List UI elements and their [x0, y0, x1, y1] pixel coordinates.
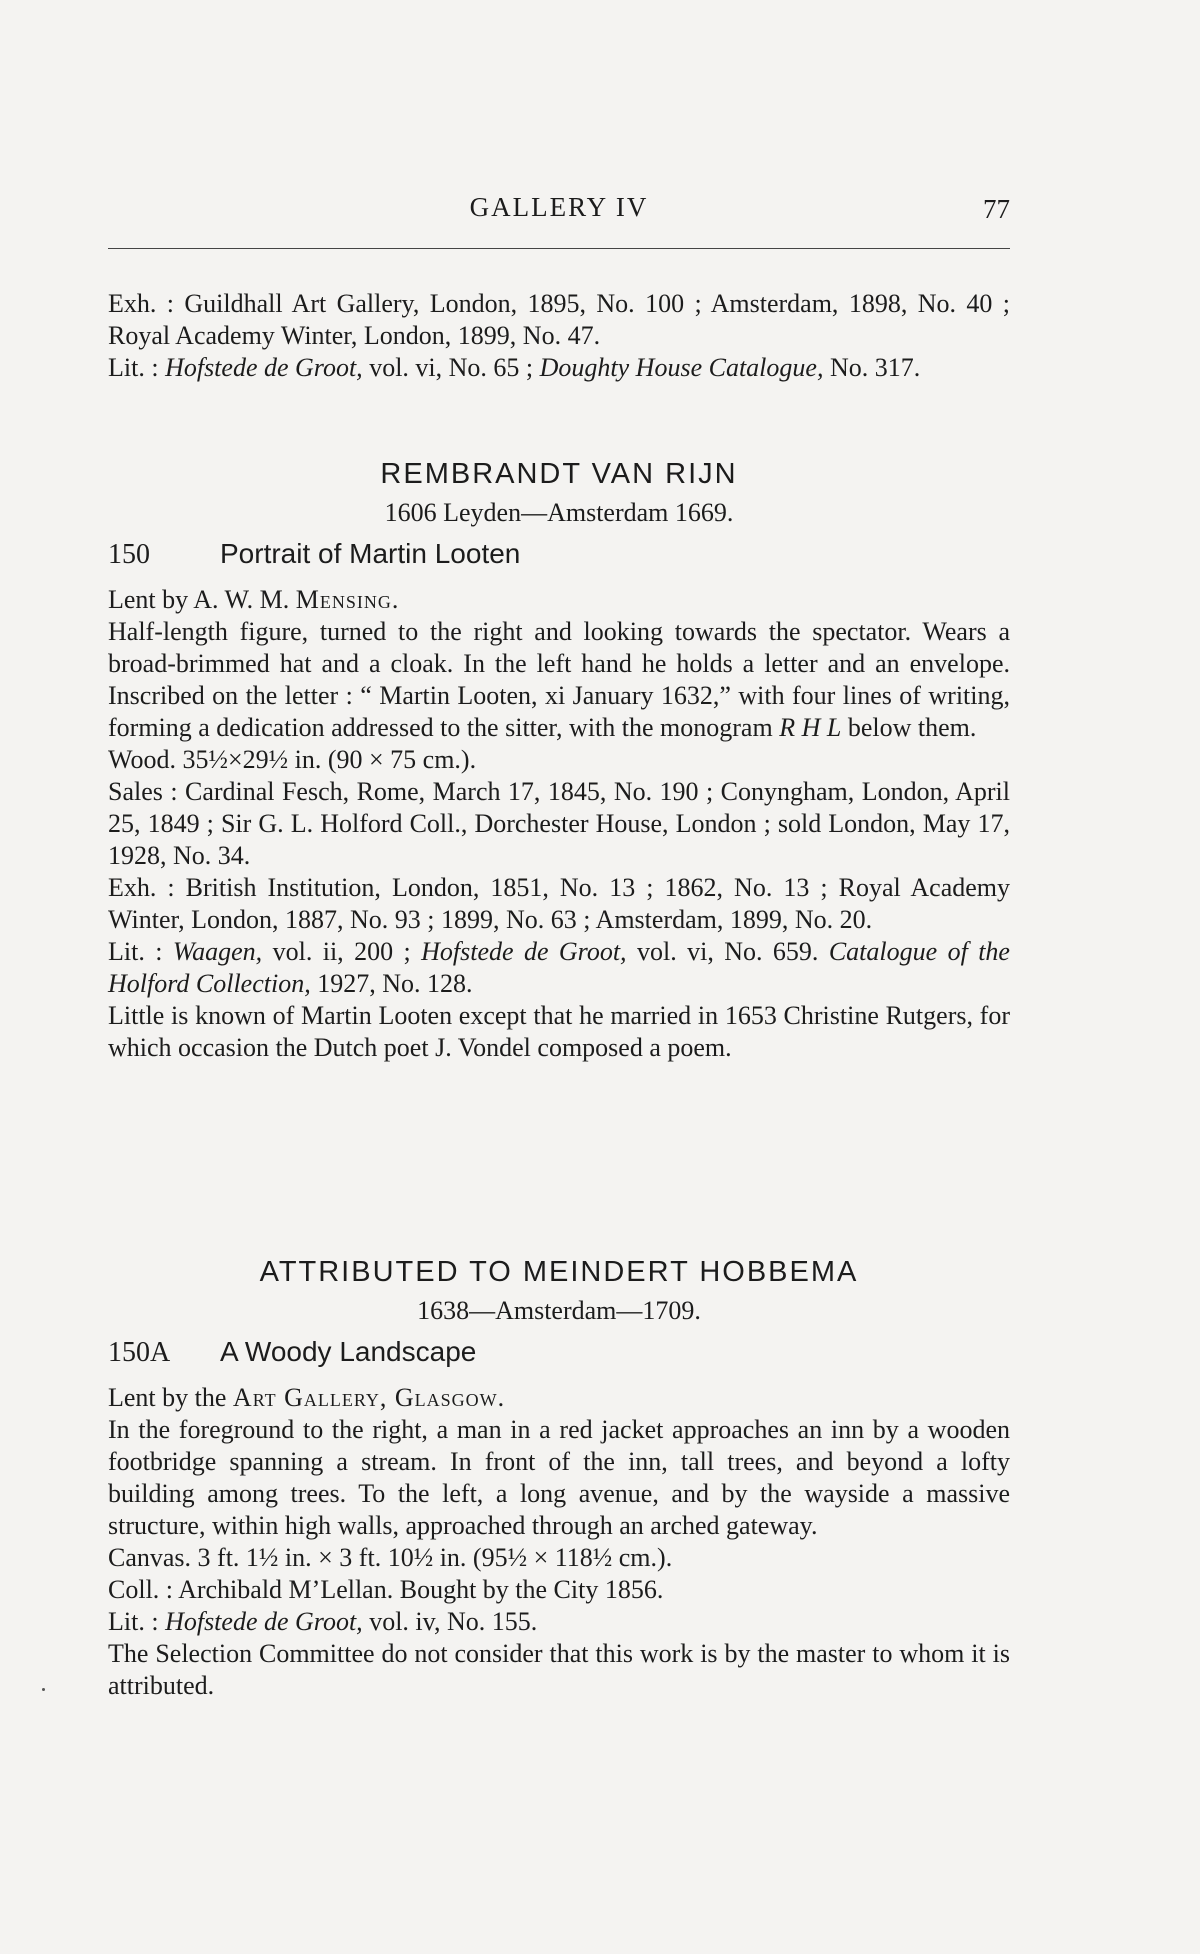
- lit-author: Waagen,: [172, 937, 263, 966]
- artist-heading: ATTRIBUTED TO MEINDERT HOBBEMA: [259, 1256, 859, 1288]
- note: Little is known of Martin Looten except that he married in 1653 Christine Rutgers, for which occasion the Dutch poet J. Vondel composed a poem.: [108, 1001, 1010, 1062]
- description: In the foreground to the right, a man in a red jacket approaches an inn by a wooden footbridge spanning a stream. In front of the inn, tall trees, and beyond a lofty building among trees. To the left, a long avenue, and by the wayside a massive structure, within high walls, approached through an arched gateway.: [108, 1415, 1010, 1540]
- entry-heading: [108, 1336, 1010, 1369]
- collection-line: Coll. : Archibald M’Lellan. Bought by the City 1856.: [108, 1575, 664, 1604]
- literature-line: [108, 1606, 1010, 1638]
- lit-volume-2: vol. vi, No. 659.: [626, 937, 829, 966]
- lit-catalogue: Doughty House Catalogue,: [539, 353, 824, 382]
- running-head: [108, 188, 1010, 228]
- lit-volume: vol. ii, 200 ;: [262, 937, 422, 966]
- entry-number: 150A: [108, 1337, 171, 1368]
- literature-line: [108, 352, 1010, 384]
- artist-dates: 1606 Leyden—Amsterdam 1669.: [384, 498, 734, 527]
- lender-line: [108, 584, 1010, 616]
- catalogue-page: [108, 0, 1010, 1954]
- previous-entry-tail: [108, 288, 1010, 384]
- description-text: Half-length figure, turned to the right and looking towards the spectator. Wears a broad-brimmed hat and a cloak. In the left hand he holds a letter and an envelope. Inscribed on the letter : “ Martin Looten, xi January 1632,” with four lines of writing, forming a dedication addressed to the sitter, with the monogram: [108, 617, 1010, 742]
- sales-line: Sales : Cardinal Fesch, Rome, March 17, 1845, No. 190 ; Conyngham, London, April 25, 1849 ; Sir G. L. Holford Coll., Dorchester House, London ; sold London, May 17, 1928, No. 34.: [108, 777, 1010, 870]
- monogram: R H L: [779, 713, 842, 742]
- lender-line: [108, 1382, 1010, 1414]
- lit-number: No. 317.: [823, 353, 921, 382]
- literature-line: [108, 936, 1010, 1000]
- exhibition-line: Exh. : Guildhall Art Gallery, London, 1895, No. 100 ; Amsterdam, 1898, No. 40 ; Royal Academy Winter, London, 1899, No. 47.: [108, 289, 1010, 350]
- lender-name: Mensing.: [295, 585, 400, 614]
- medium-dimensions: Canvas. 3 ft. 1½ in. × 3 ft. 10½ in. (95½ × 118½ cm.).: [108, 1543, 673, 1572]
- medium-dimensions: Wood. 35½×29½ in. (90 × 75 cm.).: [108, 745, 477, 774]
- lit-catalogue: Catalogue of the Holford Collection,: [108, 937, 1010, 998]
- lit-author: Hofstede de Groot,: [165, 1607, 363, 1636]
- entry-title: Portrait of Martin Looten: [220, 538, 521, 569]
- artist-dates: 1638—Amsterdam—1709.: [417, 1296, 701, 1325]
- lit-volume: vol. iv, No. 155.: [362, 1607, 538, 1636]
- artist-heading: REMBRANDT VAN RIJN: [380, 458, 738, 490]
- description: [108, 616, 1010, 744]
- exhibition-line: Exh. : British Institution, London, 1851, No. 13 ; 1862, No. 13 ; Royal Academy Winter, London, 1887, No. 93 ; 1899, No. 63 ; Amsterdam, 1899, No. 20.: [108, 873, 1010, 934]
- lender-prefix: Lent by A. W. M.: [108, 585, 296, 614]
- entry-number: 150: [108, 539, 150, 570]
- lit-prefix: Lit. :: [108, 937, 173, 966]
- header-rule: [108, 248, 1010, 249]
- lit-author: Hofstede de Groot,: [165, 353, 363, 382]
- lit-prefix: Lit. :: [108, 353, 166, 382]
- entry-150-body: [108, 584, 1010, 1064]
- lit-volume: vol. vi, No. 65 ;: [362, 353, 540, 382]
- lit-author-2: Hofstede de Groot,: [421, 937, 627, 966]
- note: The Selection Committee do not consider that this work is by the master to whom it is attributed.: [108, 1639, 1010, 1700]
- lender-prefix: Lent by the: [108, 1383, 233, 1412]
- entry-heading: [108, 538, 1010, 571]
- entry-150a-body: [108, 1382, 1010, 1702]
- paper-speck: [42, 1688, 45, 1691]
- entry-title: A Woody Landscape: [220, 1336, 477, 1367]
- lender-name: Art Gallery, Glasgow.: [232, 1383, 506, 1412]
- description-end: below them.: [847, 713, 977, 742]
- lit-number: 1927, No. 128.: [310, 969, 473, 998]
- page-number: 77: [983, 194, 1010, 224]
- lit-prefix: Lit. :: [108, 1607, 166, 1636]
- running-title: GALLERY IV: [469, 192, 649, 222]
